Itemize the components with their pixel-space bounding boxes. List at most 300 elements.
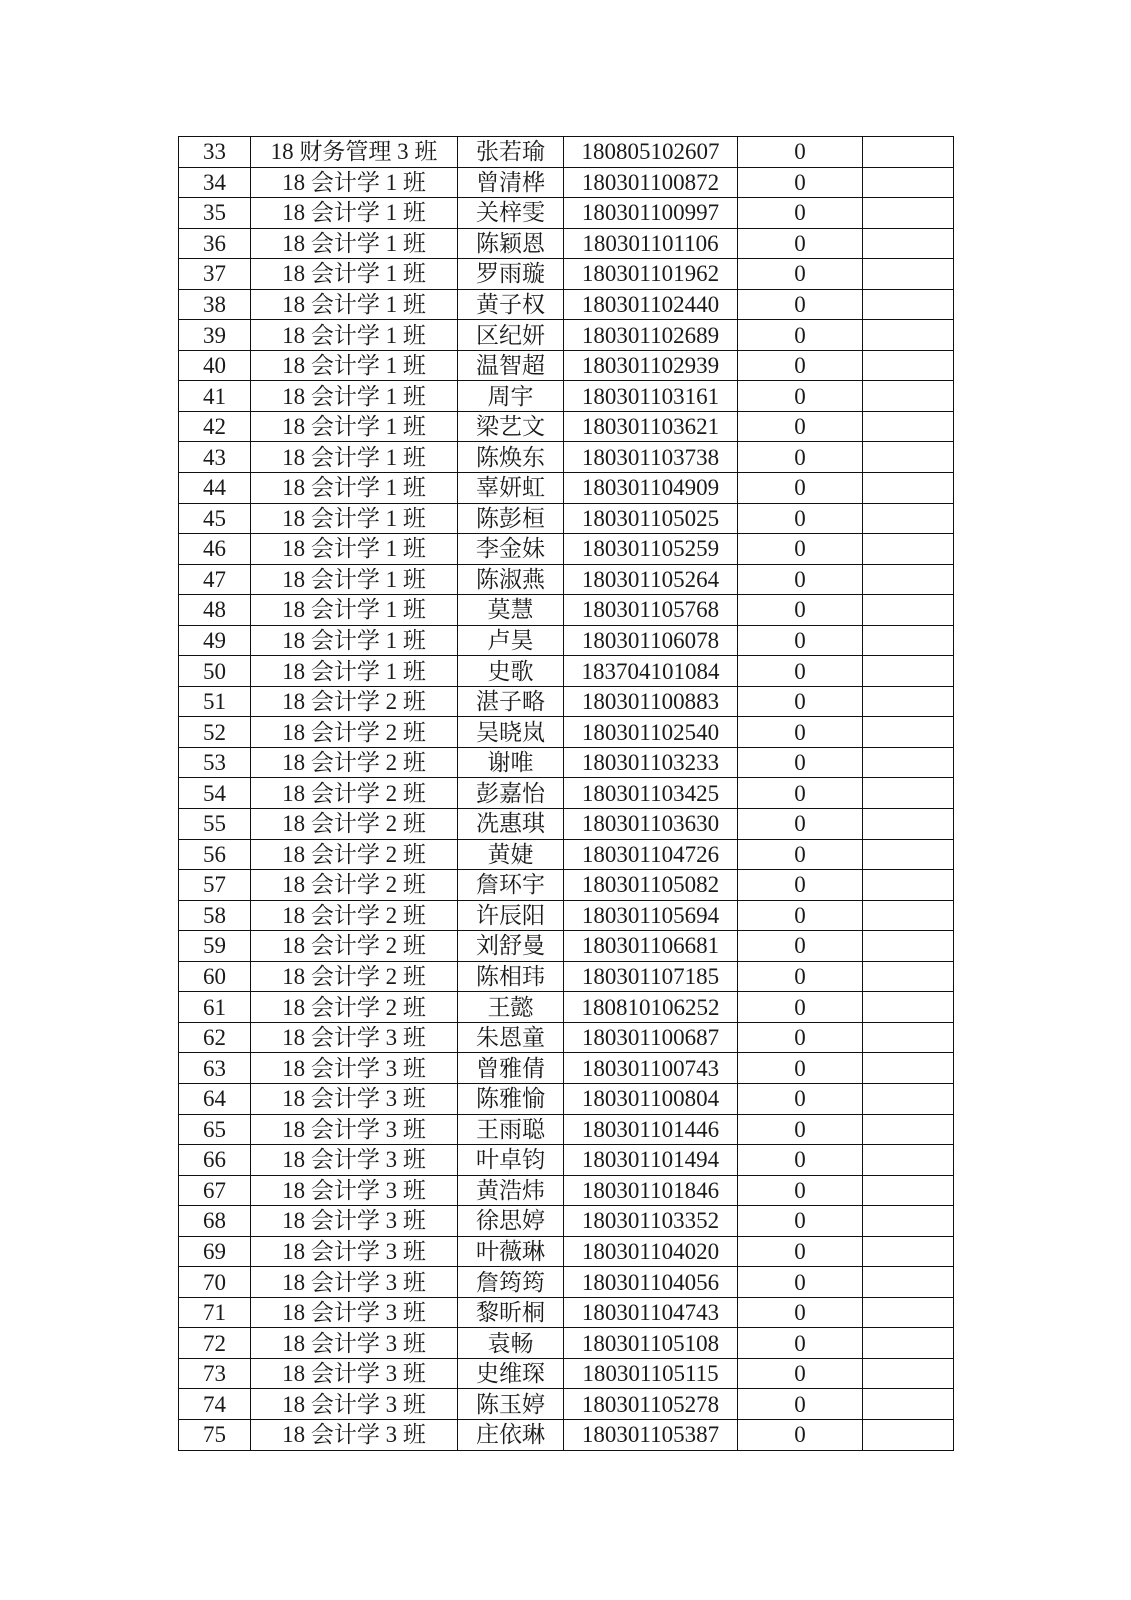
blank-cell [863,320,954,351]
student-id-cell: 180301105278 [564,1389,738,1420]
student-name-cell: 史维琛 [458,1358,564,1389]
row-number-cell: 52 [179,717,251,748]
table-row [179,1236,954,1267]
score-cell: 0 [738,1206,863,1237]
score-cell: 0 [738,1389,863,1420]
row-number-cell: 63 [179,1053,251,1084]
blank-cell [863,1389,954,1420]
row-number-cell: 34 [179,167,251,198]
table-row [179,442,954,473]
blank-cell [863,1297,954,1328]
blank-cell [863,198,954,229]
class-name-cell: 18 会计学 3 班 [251,1328,458,1359]
row-number-cell: 69 [179,1236,251,1267]
student-name-cell: 庄依琳 [458,1419,564,1450]
table-row [179,931,954,962]
blank-cell [863,839,954,870]
row-number-cell: 54 [179,778,251,809]
table-row [179,686,954,717]
class-name-cell: 18 会计学 1 班 [251,625,458,656]
class-name-cell: 18 会计学 2 班 [251,778,458,809]
student-name-cell: 叶卓钧 [458,1145,564,1176]
blank-cell [863,473,954,504]
row-number-cell: 50 [179,656,251,687]
score-cell: 0 [738,1236,863,1267]
student-name-cell: 徐思婷 [458,1206,564,1237]
blank-cell [863,747,954,778]
table-body [179,137,954,1451]
score-cell: 0 [738,137,863,168]
row-number-cell: 61 [179,992,251,1023]
student-id-cell: 180301100804 [564,1083,738,1114]
student-id-cell: 180301105108 [564,1328,738,1359]
score-cell: 0 [738,1175,863,1206]
row-number-cell: 49 [179,625,251,656]
score-cell: 0 [738,931,863,962]
score-cell: 0 [738,656,863,687]
student-id-cell: 180301102689 [564,320,738,351]
row-number-cell: 51 [179,686,251,717]
student-name-cell: 朱恩童 [458,1022,564,1053]
student-name-cell: 陈焕东 [458,442,564,473]
row-number-cell: 68 [179,1206,251,1237]
row-number-cell: 46 [179,534,251,565]
class-name-cell: 18 会计学 3 班 [251,1236,458,1267]
student-id-cell: 180301103425 [564,778,738,809]
student-id-cell: 180301103352 [564,1206,738,1237]
score-cell: 0 [738,870,863,901]
class-name-cell: 18 财务管理 3 班 [251,137,458,168]
table-row [179,1053,954,1084]
score-cell: 0 [738,717,863,748]
blank-cell [863,350,954,381]
row-number-cell: 56 [179,839,251,870]
student-id-cell: 180301102939 [564,350,738,381]
table-row [179,809,954,840]
class-name-cell: 18 会计学 3 班 [251,1145,458,1176]
class-name-cell: 18 会计学 3 班 [251,1206,458,1237]
student-id-cell: 180301101846 [564,1175,738,1206]
table-row [179,1358,954,1389]
blank-cell [863,1358,954,1389]
score-cell: 0 [738,228,863,259]
class-name-cell: 18 会计学 2 班 [251,931,458,962]
student-name-cell: 王懿 [458,992,564,1023]
table-row [179,564,954,595]
class-name-cell: 18 会计学 2 班 [251,961,458,992]
table-row [179,625,954,656]
blank-cell [863,564,954,595]
row-number-cell: 58 [179,900,251,931]
student-name-cell: 谢唯 [458,747,564,778]
row-number-cell: 43 [179,442,251,473]
table-row [179,1297,954,1328]
class-name-cell: 18 会计学 2 班 [251,747,458,778]
class-name-cell: 18 会计学 1 班 [251,350,458,381]
blank-cell [863,1419,954,1450]
row-number-cell: 36 [179,228,251,259]
score-cell: 0 [738,839,863,870]
table-row [179,1389,954,1420]
class-name-cell: 18 会计学 3 班 [251,1419,458,1450]
class-name-cell: 18 会计学 3 班 [251,1022,458,1053]
student-name-cell: 湛子略 [458,686,564,717]
blank-cell [863,503,954,534]
row-number-cell: 40 [179,350,251,381]
student-name-cell: 袁畅 [458,1328,564,1359]
student-name-cell: 彭嘉怡 [458,778,564,809]
score-cell: 0 [738,900,863,931]
student-name-cell: 周宇 [458,381,564,412]
student-name-cell: 吴晓岚 [458,717,564,748]
blank-cell [863,228,954,259]
blank-cell [863,442,954,473]
student-name-cell: 冼惠琪 [458,809,564,840]
row-number-cell: 55 [179,809,251,840]
score-cell: 0 [738,961,863,992]
student-id-cell: 180301103161 [564,381,738,412]
student-id-cell: 180301104743 [564,1297,738,1328]
class-name-cell: 18 会计学 3 班 [251,1358,458,1389]
blank-cell [863,167,954,198]
blank-cell [863,870,954,901]
table-row [179,1328,954,1359]
student-name-cell: 辜妍虹 [458,473,564,504]
score-cell: 0 [738,1419,863,1450]
student-id-cell: 180301102440 [564,289,738,320]
class-name-cell: 18 会计学 2 班 [251,992,458,1023]
table-row [179,1419,954,1450]
score-cell: 0 [738,198,863,229]
student-id-cell: 180301101962 [564,259,738,290]
table-row [179,1145,954,1176]
score-cell: 0 [738,350,863,381]
blank-cell [863,656,954,687]
table-row [179,1175,954,1206]
student-id-cell: 180301107185 [564,961,738,992]
student-id-cell: 180301100883 [564,686,738,717]
blank-cell [863,595,954,626]
blank-cell [863,1022,954,1053]
student-name-cell: 区纪妍 [458,320,564,351]
class-name-cell: 18 会计学 3 班 [251,1267,458,1298]
table-row [179,1022,954,1053]
student-name-cell: 卢昊 [458,625,564,656]
row-number-cell: 66 [179,1145,251,1176]
row-number-cell: 71 [179,1297,251,1328]
blank-cell [863,1114,954,1145]
table-row [179,778,954,809]
class-name-cell: 18 会计学 3 班 [251,1083,458,1114]
score-cell: 0 [738,1022,863,1053]
score-cell: 0 [738,564,863,595]
student-name-cell: 罗雨璇 [458,259,564,290]
row-number-cell: 42 [179,411,251,442]
row-number-cell: 39 [179,320,251,351]
table-row [179,228,954,259]
class-name-cell: 18 会计学 1 班 [251,320,458,351]
class-name-cell: 18 会计学 2 班 [251,686,458,717]
row-number-cell: 44 [179,473,251,504]
score-cell: 0 [738,747,863,778]
table-row [179,473,954,504]
row-number-cell: 38 [179,289,251,320]
blank-cell [863,1236,954,1267]
class-name-cell: 18 会计学 1 班 [251,564,458,595]
blank-cell [863,961,954,992]
table-row [179,534,954,565]
student-name-cell: 黄浩炜 [458,1175,564,1206]
table-row [179,167,954,198]
student-name-cell: 许辰阳 [458,900,564,931]
class-name-cell: 18 会计学 1 班 [251,259,458,290]
class-name-cell: 18 会计学 1 班 [251,167,458,198]
row-number-cell: 65 [179,1114,251,1145]
score-cell: 0 [738,320,863,351]
student-name-cell: 黄子权 [458,289,564,320]
score-cell: 0 [738,442,863,473]
student-id-cell: 180301105115 [564,1358,738,1389]
blank-cell [863,1083,954,1114]
row-number-cell: 73 [179,1358,251,1389]
student-id-cell: 183704101084 [564,656,738,687]
row-number-cell: 35 [179,198,251,229]
blank-cell [863,1328,954,1359]
row-number-cell: 72 [179,1328,251,1359]
student-id-cell: 180301105768 [564,595,738,626]
student-name-cell: 李金妹 [458,534,564,565]
class-name-cell: 18 会计学 3 班 [251,1175,458,1206]
student-id-cell: 180301104909 [564,473,738,504]
blank-cell [863,1267,954,1298]
student-name-cell: 王雨聪 [458,1114,564,1145]
class-name-cell: 18 会计学 2 班 [251,900,458,931]
student-name-cell: 关梓雯 [458,198,564,229]
class-name-cell: 18 会计学 1 班 [251,595,458,626]
table-row [179,320,954,351]
score-cell: 0 [738,534,863,565]
class-name-cell: 18 会计学 1 班 [251,228,458,259]
blank-cell [863,137,954,168]
table-row [179,289,954,320]
student-name-cell: 温智超 [458,350,564,381]
blank-cell [863,1145,954,1176]
student-name-cell: 陈颖恩 [458,228,564,259]
blank-cell [863,411,954,442]
class-name-cell: 18 会计学 1 班 [251,534,458,565]
blank-cell [863,931,954,962]
student-id-cell: 180301104726 [564,839,738,870]
student-id-cell: 180301105082 [564,870,738,901]
blank-cell [863,717,954,748]
row-number-cell: 60 [179,961,251,992]
score-cell: 0 [738,686,863,717]
score-cell: 0 [738,503,863,534]
row-number-cell: 74 [179,1389,251,1420]
table-row [179,900,954,931]
student-id-cell: 180301101494 [564,1145,738,1176]
student-id-cell: 180301102540 [564,717,738,748]
score-cell: 0 [738,1267,863,1298]
row-number-cell: 48 [179,595,251,626]
table-row [179,961,954,992]
score-cell: 0 [738,1145,863,1176]
student-name-cell: 詹筠筠 [458,1267,564,1298]
table-row [179,656,954,687]
row-number-cell: 75 [179,1419,251,1450]
blank-cell [863,289,954,320]
blank-cell [863,900,954,931]
table-row [179,350,954,381]
student-roster-table [178,136,954,1451]
student-name-cell: 陈淑燕 [458,564,564,595]
blank-cell [863,809,954,840]
score-cell: 0 [738,625,863,656]
student-id-cell: 180810106252 [564,992,738,1023]
row-number-cell: 59 [179,931,251,962]
blank-cell [863,778,954,809]
student-id-cell: 180301105025 [564,503,738,534]
student-name-cell: 陈雅愉 [458,1083,564,1114]
student-id-cell: 180301100743 [564,1053,738,1084]
table-row [179,411,954,442]
student-id-cell: 180301103233 [564,747,738,778]
student-id-cell: 180301103630 [564,809,738,840]
blank-cell [863,625,954,656]
score-cell: 0 [738,473,863,504]
table-row [179,503,954,534]
table-row [179,595,954,626]
table-row [179,870,954,901]
score-cell: 0 [738,381,863,412]
student-id-cell: 180301103738 [564,442,738,473]
table-row [179,137,954,168]
score-cell: 0 [738,1328,863,1359]
class-name-cell: 18 会计学 1 班 [251,442,458,473]
class-name-cell: 18 会计学 1 班 [251,503,458,534]
row-number-cell: 53 [179,747,251,778]
table-row [179,198,954,229]
class-name-cell: 18 会计学 1 班 [251,381,458,412]
student-name-cell: 陈相玮 [458,961,564,992]
class-name-cell: 18 会计学 2 班 [251,809,458,840]
class-name-cell: 18 会计学 1 班 [251,473,458,504]
class-name-cell: 18 会计学 1 班 [251,411,458,442]
student-id-cell: 180301100872 [564,167,738,198]
class-name-cell: 18 会计学 1 班 [251,289,458,320]
score-cell: 0 [738,1053,863,1084]
class-name-cell: 18 会计学 3 班 [251,1297,458,1328]
student-name-cell: 黄婕 [458,839,564,870]
student-name-cell: 曾雅倩 [458,1053,564,1084]
score-cell: 0 [738,992,863,1023]
class-name-cell: 18 会计学 1 班 [251,656,458,687]
student-id-cell: 180301106681 [564,931,738,962]
student-id-cell: 180301104020 [564,1236,738,1267]
blank-cell [863,534,954,565]
student-name-cell: 陈玉婷 [458,1389,564,1420]
blank-cell [863,686,954,717]
score-cell: 0 [738,289,863,320]
score-cell: 0 [738,809,863,840]
score-cell: 0 [738,1083,863,1114]
table-row [179,992,954,1023]
row-number-cell: 70 [179,1267,251,1298]
student-name-cell: 莫慧 [458,595,564,626]
blank-cell [863,1053,954,1084]
class-name-cell: 18 会计学 3 班 [251,1114,458,1145]
table-row [179,1206,954,1237]
blank-cell [863,1175,954,1206]
table-row [179,747,954,778]
student-id-cell: 180301105264 [564,564,738,595]
score-cell: 0 [738,259,863,290]
row-number-cell: 45 [179,503,251,534]
table-row [179,1267,954,1298]
student-name-cell: 张若瑜 [458,137,564,168]
table-row [179,1083,954,1114]
table-row [179,717,954,748]
table-row [179,1114,954,1145]
student-name-cell: 刘舒曼 [458,931,564,962]
row-number-cell: 33 [179,137,251,168]
student-id-cell: 180301101446 [564,1114,738,1145]
blank-cell [863,992,954,1023]
class-name-cell: 18 会计学 3 班 [251,1389,458,1420]
student-id-cell: 180301104056 [564,1267,738,1298]
table-row [179,381,954,412]
row-number-cell: 57 [179,870,251,901]
student-id-cell: 180301100997 [564,198,738,229]
blank-cell [863,381,954,412]
row-number-cell: 67 [179,1175,251,1206]
student-id-cell: 180301101106 [564,228,738,259]
student-name-cell: 史歌 [458,656,564,687]
student-id-cell: 180301105387 [564,1419,738,1450]
table-row [179,839,954,870]
student-name-cell: 黎昕桐 [458,1297,564,1328]
student-id-cell: 180301100687 [564,1022,738,1053]
class-name-cell: 18 会计学 1 班 [251,198,458,229]
score-cell: 0 [738,1297,863,1328]
table-row [179,259,954,290]
score-cell: 0 [738,1114,863,1145]
student-id-cell: 180301105694 [564,900,738,931]
row-number-cell: 64 [179,1083,251,1114]
student-name-cell: 詹环宇 [458,870,564,901]
student-name-cell: 曾清桦 [458,167,564,198]
row-number-cell: 62 [179,1022,251,1053]
student-id-cell: 180301105259 [564,534,738,565]
score-cell: 0 [738,167,863,198]
score-cell: 0 [738,595,863,626]
score-cell: 0 [738,411,863,442]
class-name-cell: 18 会计学 2 班 [251,870,458,901]
class-name-cell: 18 会计学 3 班 [251,1053,458,1084]
blank-cell [863,259,954,290]
row-number-cell: 41 [179,381,251,412]
student-name-cell: 叶薇琳 [458,1236,564,1267]
score-cell: 0 [738,778,863,809]
student-id-cell: 180301103621 [564,411,738,442]
student-id-cell: 180301106078 [564,625,738,656]
score-cell: 0 [738,1358,863,1389]
row-number-cell: 47 [179,564,251,595]
student-name-cell: 梁艺文 [458,411,564,442]
row-number-cell: 37 [179,259,251,290]
student-name-cell: 陈彭桓 [458,503,564,534]
student-id-cell: 180805102607 [564,137,738,168]
